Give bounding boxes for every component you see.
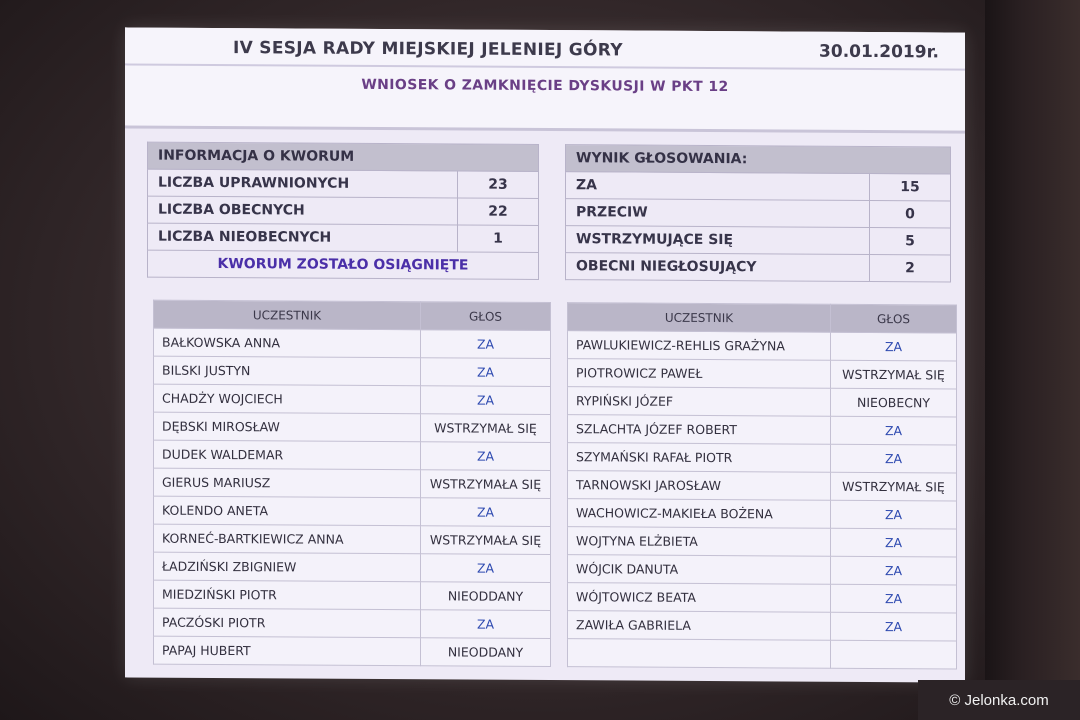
- session-title: IV SESJA RADY MIEJSKIEJ JELENIEJ GÓRY: [233, 38, 623, 61]
- result-row: [566, 199, 951, 228]
- session-date: 30.01.2019r.: [819, 41, 939, 63]
- quorum-label: LICZBA UPRAWNIONYCH: [148, 169, 458, 198]
- screen-frame-edge: [985, 0, 1080, 720]
- participant-vote: ZA: [831, 528, 957, 557]
- motion-subtitle: WNIOSEK O ZAMKNIĘCIE DYSKUSJI W PKT 12: [361, 76, 729, 96]
- participant-name: CHADŻY WOJCIECH: [154, 384, 421, 414]
- participant-vote: ZA: [831, 556, 957, 585]
- participant-vote: WSTRZYMAŁ SIĘ: [421, 414, 551, 443]
- result-value: 5: [870, 227, 951, 254]
- participant-name: WACHOWICZ-MAKIEŁA BOŻENA: [568, 499, 831, 529]
- participant-vote: ZA: [421, 386, 551, 415]
- participant-column-header: UCZESTNIK: [154, 300, 421, 330]
- result-label: PRZECIW: [566, 199, 870, 228]
- quorum-value: 23: [458, 171, 539, 198]
- participant-vote: ZA: [421, 498, 551, 527]
- participant-name: ŁADZIŃSKI ZBIGNIEW: [154, 552, 421, 582]
- result-row: [566, 226, 951, 255]
- result-value: 2: [870, 254, 951, 281]
- participant-vote: NIEOBECNY: [831, 388, 957, 417]
- quorum-label: LICZBA OBECNYCH: [148, 196, 458, 225]
- participant-vote: [831, 640, 957, 669]
- participant-vote: NIEODDANY: [421, 582, 551, 611]
- result-heading: WYNIK GŁOSOWANIA:: [566, 145, 951, 174]
- quorum-label: LICZBA NIEOBECNYCH: [148, 223, 458, 252]
- vote-column-header: GŁOS: [421, 302, 551, 331]
- result-label: WSTRZYMUJĄCE SIĘ: [566, 226, 870, 255]
- participant-name: GIERUS MARIUSZ: [154, 468, 421, 498]
- participant-row: [154, 524, 551, 554]
- quorum-heading: INFORMACJA O KWORUM: [148, 142, 539, 171]
- participant-row: [568, 387, 957, 417]
- participant-row: [154, 440, 551, 470]
- projection-screen: [125, 27, 965, 682]
- participant-column-header: UCZESTNIK: [568, 303, 831, 333]
- participant-name: SZLACHTA JÓZEF ROBERT: [568, 415, 831, 445]
- participant-row: [568, 611, 957, 641]
- participant-vote: ZA: [831, 584, 957, 613]
- participant-vote: ZA: [421, 554, 551, 583]
- participant-name: TARNOWSKI JAROSŁAW: [568, 471, 831, 501]
- vote-column-header: GŁOS: [831, 304, 957, 333]
- participant-name: PAPAJ HUBERT: [154, 636, 421, 666]
- participant-name: RYPIŃSKI JÓZEF: [568, 387, 831, 417]
- participants-table-left: [153, 300, 551, 667]
- participant-row: [568, 583, 957, 613]
- result-row: [566, 253, 951, 282]
- participant-row: [154, 468, 551, 498]
- participant-row: [154, 608, 551, 638]
- participant-row: [568, 443, 957, 473]
- participant-row: [154, 356, 551, 386]
- participant-name: KORNEĆ-BARTKIEWICZ ANNA: [154, 524, 421, 554]
- result-label: ZA: [566, 172, 870, 201]
- participant-name: PACZÓSKI PIOTR: [154, 608, 421, 638]
- participant-name: BAŁKOWSKA ANNA: [154, 328, 421, 358]
- participant-name: DĘBSKI MIROSŁAW: [154, 412, 421, 442]
- participants-table-right: [567, 302, 957, 669]
- participant-name: DUDEK WALDEMAR: [154, 440, 421, 470]
- participant-vote: ZA: [831, 500, 957, 529]
- participant-row: [568, 499, 957, 529]
- participant-vote: WSTRZYMAŁA SIĘ: [421, 470, 551, 499]
- participant-vote: ZA: [831, 416, 957, 445]
- quorum-table: [147, 142, 539, 280]
- participant-row: [568, 639, 957, 669]
- participant-vote: ZA: [421, 442, 551, 471]
- copyright-watermark: © Jelonka.com: [918, 680, 1080, 720]
- quorum-row: [148, 223, 539, 252]
- participant-row: [154, 552, 551, 582]
- result-row: [566, 172, 951, 201]
- participant-vote: WSTRZYMAŁ SIĘ: [831, 360, 957, 389]
- participant-vote: ZA: [421, 358, 551, 387]
- participant-vote: WSTRZYMAŁA SIĘ: [421, 526, 551, 555]
- quorum-status: KWORUM ZOSTAŁO OSIĄGNIĘTE: [148, 250, 539, 279]
- participant-row: [568, 415, 957, 445]
- participant-vote: ZA: [831, 332, 957, 361]
- participant-name: ZAWIŁA GABRIELA: [568, 611, 831, 641]
- participant-row: [154, 412, 551, 442]
- participant-name: WÓJCIK DANUTA: [568, 555, 831, 585]
- participant-row: [568, 527, 957, 557]
- result-label: OBECNI NIEGŁOSUJĄCY: [566, 253, 870, 282]
- participant-vote: NIEODDANY: [421, 638, 551, 667]
- participant-name: WOJTYNA ELŻBIETA: [568, 527, 831, 557]
- participant-vote: ZA: [421, 330, 551, 359]
- quorum-value: 22: [458, 198, 539, 225]
- participant-name: PAWLUKIEWICZ-REHLIS GRAŻYNA: [568, 331, 831, 361]
- header-divider: [125, 63, 965, 70]
- participant-name: PIOTROWICZ PAWEŁ: [568, 359, 831, 389]
- quorum-row: [148, 169, 539, 198]
- participant-vote: ZA: [831, 444, 957, 473]
- result-value: 0: [870, 200, 951, 227]
- participant-row: [154, 384, 551, 414]
- participant-vote: ZA: [831, 612, 957, 641]
- result-value: 15: [870, 173, 951, 200]
- participant-name: BILSKI JUSTYN: [154, 356, 421, 386]
- participant-row: [568, 555, 957, 585]
- screen-header: [125, 27, 965, 133]
- participant-name: KOLENDO ANETA: [154, 496, 421, 526]
- quorum-value: 1: [458, 225, 539, 252]
- vote-result-table: [565, 144, 951, 282]
- participant-name: MIEDZIŃSKI PIOTR: [154, 580, 421, 610]
- participant-row: [154, 580, 551, 610]
- participant-row: [568, 359, 957, 389]
- participant-row: [568, 331, 957, 361]
- participant-row: [154, 328, 551, 358]
- participant-name: WÓJTOWICZ BEATA: [568, 583, 831, 613]
- participant-vote: WSTRZYMAŁ SIĘ: [831, 472, 957, 501]
- participant-vote: ZA: [421, 610, 551, 639]
- quorum-row: [148, 196, 539, 225]
- participant-name: SZYMAŃSKI RAFAŁ PIOTR: [568, 443, 831, 473]
- participant-row: [154, 636, 551, 666]
- participant-name: [568, 639, 831, 669]
- participant-row: [568, 471, 957, 501]
- participant-row: [154, 496, 551, 526]
